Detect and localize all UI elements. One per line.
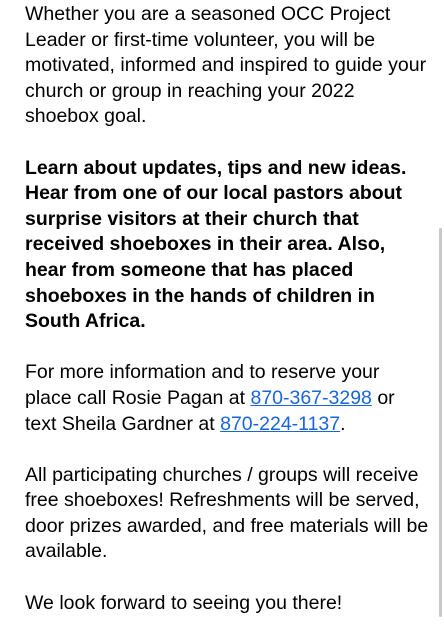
contact-text-before: For more information and to reserve your place call Rosie Pagan at — [25, 361, 380, 409]
highlight-paragraph: Learn about updates, tips and new ideas. Hear from one of our local pastors about surprise visitors at their church that received shoeboxes in their area. Also, hear from someone that has placed shoeboxes in the hands of children in South Africa. — [25, 156, 407, 333]
article-body — [25, 2, 430, 642]
contact-paragraph — [25, 360, 430, 437]
free-items-paragraph: All participating churches / groups will receive free shoeboxes! Refreshments will be served, door prizes awarded, and free materials will be available. — [25, 463, 429, 563]
contact-text-middle: or text Sheila Gardner at — [25, 386, 395, 435]
closing-paragraph: We look forward to seeing you there! — [25, 591, 343, 614]
phone-link-rosie[interactable]: 870-367-3298 — [250, 386, 372, 409]
contact-text-after: . — [340, 412, 346, 435]
phone-link-sheila[interactable]: 870-224-1137 — [220, 412, 341, 435]
intro-paragraph: Whether you are a seasoned OCC Project Leader or first-time volunteer, you will be motivated, informed and inspired to guide your church or group in reaching your 2022 shoebox goal. — [25, 3, 427, 128]
scrollbar[interactable] — [439, 228, 442, 617]
